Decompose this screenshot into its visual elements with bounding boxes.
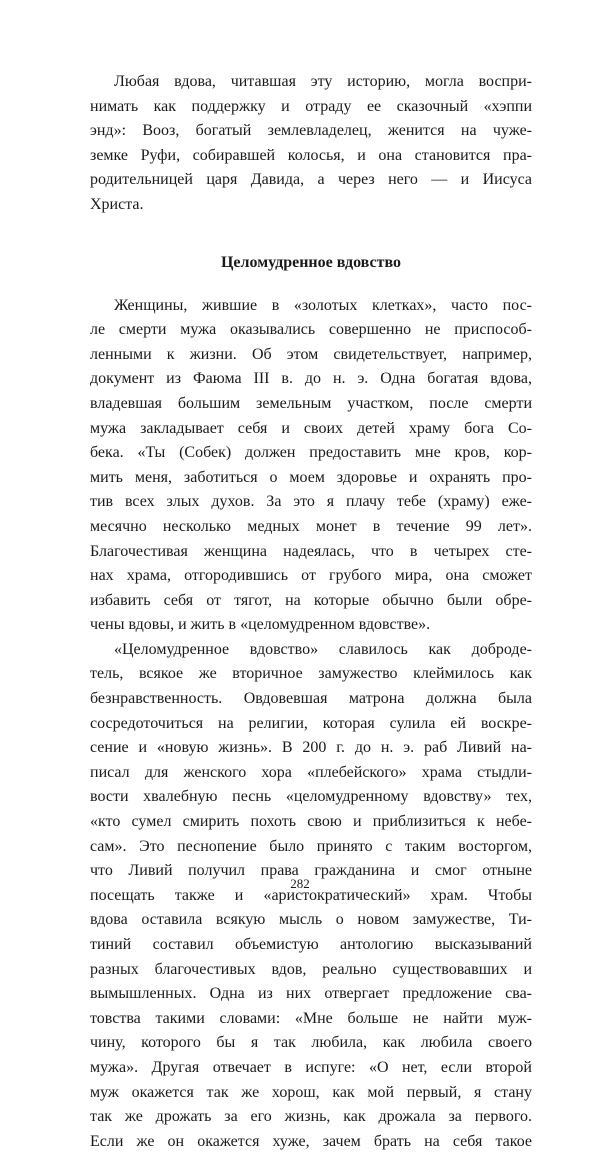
text-line: вости хвалебную песнь «целомудренному вдовству» тех, [90,788,532,806]
text-line: мить меня, заботиться о моем здоровье и охранять про- [90,468,532,486]
text-line: муж окажется так же хорош, как мой первый, я стану [90,1083,532,1101]
text-line: писал для женского хора «плебейского» храма стыдли- [90,763,532,781]
text-line: бека. «Ты (Собек) должен предоставить мне кров, кор- [90,444,532,462]
text-line: тиний составил объемистую антологию высказываний [90,936,532,953]
text-line: безнравственность. Овдовевшая матрона должна была [90,690,532,708]
text-line: «Целомудренное вдовство» славилось как доброде- [114,640,532,658]
text-line: сам». Это песнопение было принято с таким восторгом, [90,837,532,855]
text-line: тель, всякое же вторичное замужество клеймилось как [90,665,532,683]
text-line: товства такими словами: «Мне больше не найти муж- [90,1009,532,1027]
text-line: мужа». Другая отвечает в испуге: «О нет, если второй [90,1058,532,1076]
text-line: родительницей царя Давида, а через него — и Иисуса [90,171,532,189]
text-line: нимать как поддержку и отраду ее сказочный «хэппи [90,97,532,115]
text-line: ленными к жизни. Об этом свидетельствует, например, [90,345,532,363]
text-line: владевшая большим земельным участком, после смерти [90,394,532,412]
paragraph-ruth-ending [90,70,532,218]
text-line: чены вдовы, и жить в «целомудренном вдовстве». [90,616,431,634]
text-line: тив всех злых духов. За это я плачу тебе (храму) еже- [90,493,532,511]
text-line: чину, которого бы я так любила, как любила своего [90,1034,532,1052]
text-line: Любая вдова, читавшая эту историю, могла воспри- [114,73,532,90]
text-line: Благочестивая женщина надеялась, что в четырех сте- [90,542,532,560]
text-line: посещать также и «аристократический» храм. Чтобы [90,886,532,904]
text-line: вымышленных. Одна из них отвергает предложение сва- [90,985,532,1003]
text-line: нах храма, отгородившись от грубого мира, она сможет [90,567,532,585]
text-line: Если же он окажется хуже, зачем брать на себя такое [90,1132,532,1150]
text-line: Женщины, жившие в «золотых клетках», часто пос- [114,296,532,314]
text-line: разных благочестивых вдов, реально существовавших и [90,960,532,978]
paragraph-chaste-widowhood [90,638,532,1154]
text-line: Христа. [90,195,144,213]
text-line: так же дрожать за его жизнь, как дрожала за первого. [90,1108,532,1126]
text-line: мужа закладывает себя и своих детей храму бога Со- [90,419,532,437]
text-line: ле смерти мужа оказывались совершенно не приспособ- [90,321,532,339]
text-line: вдова оставила всякую мысль о новом замужестве, Ти- [90,911,532,929]
text-line: документ из Фаюма III в. до н. э. Одна богатая вдова, [90,370,532,388]
text-line: сение и «новую жизнь». В 200 г. до н. э. раб Ливий на- [90,739,532,757]
paragraph-golden-cages [90,294,532,638]
text-line: «кто сумел смирить похоть свою и приблизиться к небе- [90,813,532,831]
text-line: избавить себя от тягот, на которые обычно были обре- [90,591,532,609]
text-line: земке Руфи, собиравшей колосья, и она становится пра- [90,146,532,164]
page-body [90,70,532,1154]
text-line: сосредоточиться на религии, которая сулила ей воскре- [90,714,532,732]
page-number: 282 [290,876,310,891]
section-heading: Целомудренное вдовство [220,253,401,271]
text-line: месячно несколько медных монет в течение 99 лет». [90,517,532,535]
text-line: энд»: Вооз, богатый землевладелец, женится на чуже- [90,122,532,140]
text-line: что Ливий получил права гражданина и смог отныне [90,862,532,880]
